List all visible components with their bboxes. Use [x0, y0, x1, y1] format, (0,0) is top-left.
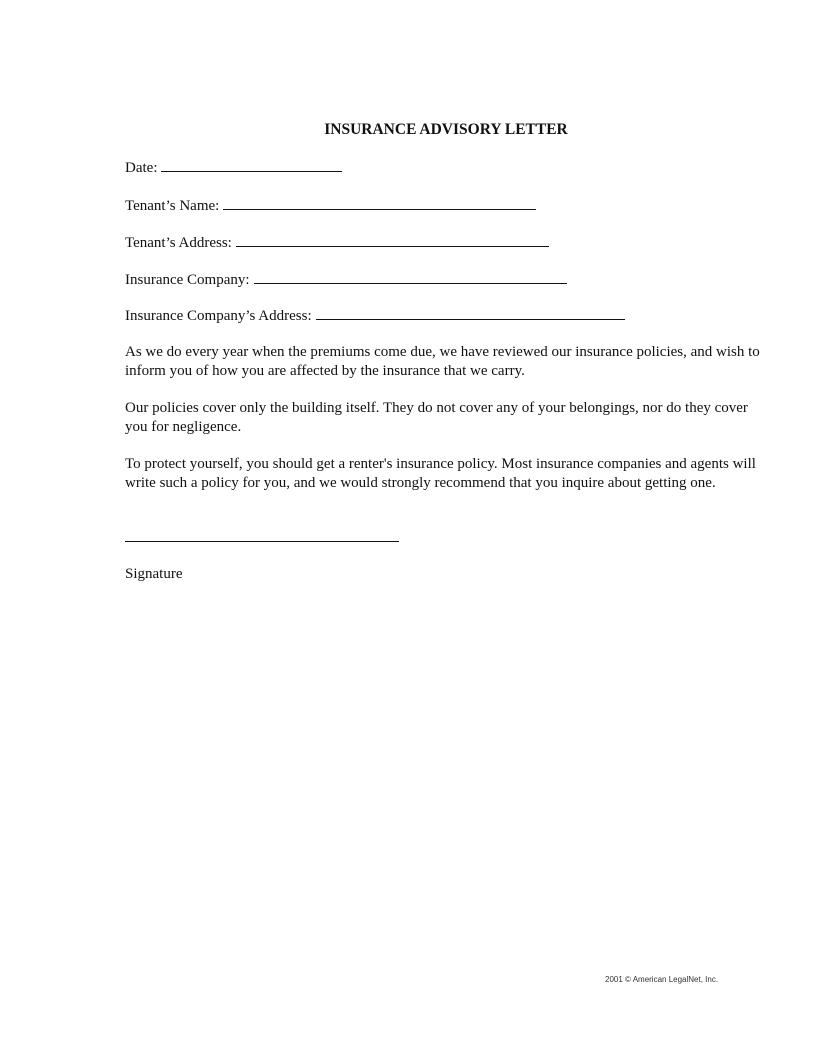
insurance-company-address-field — [125, 306, 625, 325]
signature-label: Signature — [125, 566, 183, 582]
tenant-name-field — [125, 196, 536, 215]
insurance-company-blank[interactable] — [254, 270, 567, 284]
copyright-footer: 2001 © American LegalNet, Inc. — [605, 975, 719, 984]
tenant-name-label: Tenant’s Name: — [125, 198, 220, 214]
insurance-company-address-label: Insurance Company’s Address: — [125, 308, 312, 324]
tenant-address-field — [125, 233, 549, 252]
insurance-company-address-blank[interactable] — [316, 306, 625, 320]
insurance-company-label: Insurance Company: — [125, 272, 250, 288]
signature-line[interactable] — [125, 541, 399, 542]
document-title: INSURANCE ADVISORY LETTER — [324, 121, 568, 138]
paragraph-coverage: Our policies cover only the building itself. They do not cover any of your belongings, nor do they cover you for negligence. — [125, 400, 748, 435]
paragraph-recommendation: To protect yourself, you should get a renter's insurance policy. Most insurance companies and agents will write such a policy for you, and we would strongly recommend that you inquire about getting one. — [125, 456, 756, 491]
tenant-address-label: Tenant’s Address: — [125, 235, 232, 251]
insurance-company-field — [125, 270, 567, 289]
date-field — [125, 158, 342, 177]
paragraph-premiums: As we do every year when the premiums come due, we have reviewed our insurance policies, and wish to inform you of how you are affected by the insurance that we carry. — [125, 344, 760, 379]
tenant-name-blank[interactable] — [223, 196, 536, 210]
date-blank[interactable] — [161, 158, 342, 172]
tenant-address-blank[interactable] — [236, 233, 549, 247]
date-label: Date: — [125, 160, 158, 176]
